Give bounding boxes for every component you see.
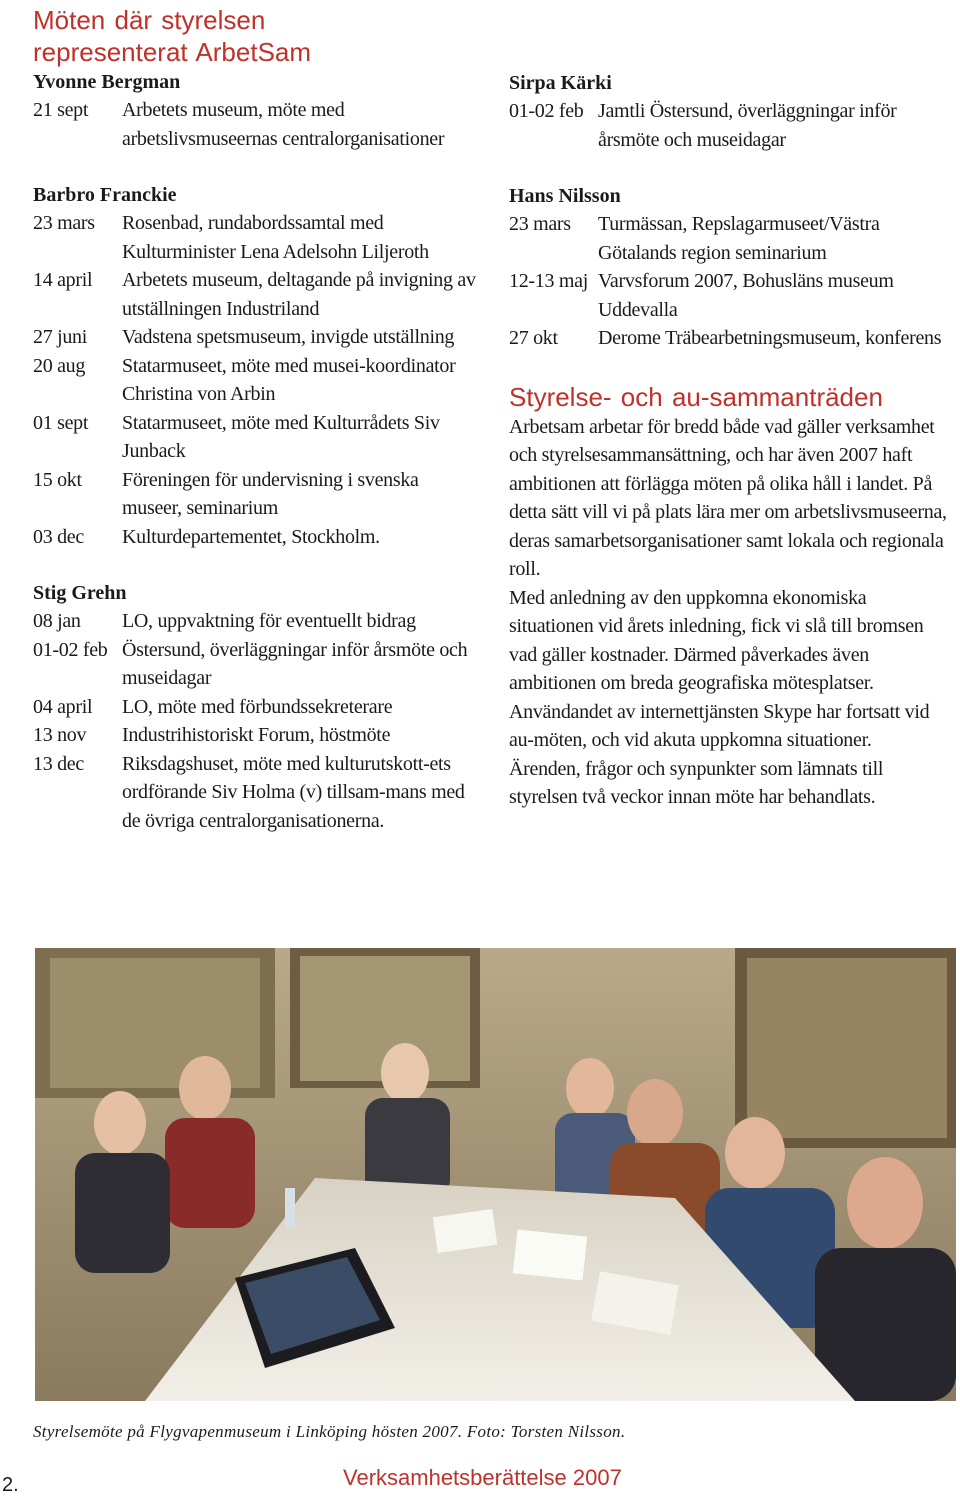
entry-date: 13 nov <box>33 724 87 746</box>
meeting-entry <box>33 636 483 693</box>
entry-text: Kulturdepartementet, Stockholm. <box>122 525 380 548</box>
entry-text: Arbetets museum, möte med arbetslivsmuseernas centralorganisationer <box>122 99 445 150</box>
meeting-entry <box>33 409 483 466</box>
entry-text: Östersund, överläggningar inför årsmöte och museidagar <box>122 638 468 689</box>
entry-list <box>509 210 949 353</box>
entry-date: 23 mars <box>33 212 95 234</box>
entry-text: Turmässan, Repslagarmuseet/Västra Götalands region seminarium <box>598 213 880 264</box>
section-title-meetings <box>33 4 483 68</box>
meeting-entry <box>33 209 483 266</box>
entry-date: 27 juni <box>33 326 88 348</box>
meeting-entry <box>33 466 483 523</box>
meeting-entry <box>33 352 483 409</box>
entry-text: LO, uppvaktning för eventuellt bidrag <box>122 610 416 632</box>
person-name: Yvonne Bergman <box>33 71 181 93</box>
entry-text: Jamtli Östersund, överläggningar inför årsmöte och museidagar <box>598 100 897 151</box>
entry-text: Statarmuseet, möte med Kulturrådets Siv Junback <box>122 411 440 462</box>
meeting-entry <box>33 96 483 153</box>
meeting-entry <box>509 97 949 154</box>
title-line-2: representerat ArbetSam <box>33 37 312 67</box>
person-name: Sirpa Kärki <box>509 72 612 94</box>
entry-text: Derome Träbearbetningsmuseum, konferens <box>598 327 942 349</box>
entry-date: 01-02 feb <box>509 100 584 122</box>
entry-date: 13 dec <box>33 752 84 775</box>
entry-list <box>33 607 483 835</box>
entry-date: 27 okt <box>509 327 558 349</box>
entry-list <box>509 97 949 154</box>
meeting-entry <box>509 267 949 324</box>
entry-date: 01-02 feb <box>33 638 108 661</box>
entry-date: 12-13 maj <box>509 270 588 292</box>
entry-text: Vadstena spetsmuseum, invigde utställning <box>122 326 455 348</box>
entry-date: 23 mars <box>509 213 571 235</box>
meeting-entry <box>33 523 483 552</box>
meeting-entry <box>33 323 483 352</box>
meeting-entry <box>33 750 483 836</box>
entry-text: Varvsforum 2007, Bohusläns museum Uddevalla <box>598 270 894 321</box>
entry-date: 03 dec <box>33 525 84 548</box>
section-title-board-meetings: Styrelse- och au-sammanträden <box>509 381 883 412</box>
paragraph: Arbetsam arbetar för bredd både vad gäller verksamhet och styrelsesammansättning, och har även 2007 haft ambitionen att förlägga möten på olika håll i landet. På detta sätt vill vi på plats lära mer om arbetslivsmuseerna, deras samarbetsorganisationer samt lokala och regionala roll. <box>509 415 947 580</box>
meeting-photo <box>35 948 956 1401</box>
entry-text: Rosenbad, rundabordssamtal med Kulturminister Lena Adelsohn Liljeroth <box>122 212 429 263</box>
entry-text: Statarmuseet, möte med musei-koordinator Christina von Arbin <box>122 354 456 405</box>
entry-text: Föreningen för undervisning i svenska museer, seminarium <box>122 468 419 519</box>
entry-text: Riksdagshuset, möte med kulturutskott-ets ordförande Siv Holma (v) tillsam-mans med de övriga centralorganisationerna. <box>122 752 465 832</box>
entry-text: Arbetets museum, deltagande på invigning av utställningen Industriland <box>122 269 476 320</box>
person-name: Stig Grehn <box>33 582 127 604</box>
meeting-entry <box>33 266 483 323</box>
left-column <box>33 4 483 835</box>
entry-text: LO, möte med förbundssekreterare <box>122 695 393 718</box>
entry-date: 14 april <box>33 269 93 291</box>
page-number: 2. <box>2 1474 19 1496</box>
entry-date: 01 sept <box>33 411 89 434</box>
entry-date: 04 april <box>33 695 93 718</box>
meeting-entry <box>33 693 483 722</box>
person-name: Barbro Franckie <box>33 184 177 206</box>
entry-date: 08 jan <box>33 610 81 632</box>
entry-list <box>33 209 483 551</box>
paragraph: Med anledning av den uppkomna ekonomiska situationen vid årets inledning, fick vi slå till bromsen vad gäller kostnader. Därmed påverkades även ambitionen om breda geografiska mötesplatser. <box>509 586 924 694</box>
paragraph: Ärenden, frågor och synpunkter som lämnats till styrelsen två veckor innan möte har behandlats. <box>509 757 884 808</box>
meeting-entry <box>33 721 483 750</box>
title-line-1: Möten där styrelsen <box>33 5 266 35</box>
entry-date: 20 aug <box>33 354 86 377</box>
entry-list <box>33 96 483 153</box>
entry-date: 15 okt <box>33 468 82 491</box>
meeting-entry <box>509 324 949 353</box>
photo-caption: Styrelsemöte på Flygvapenmuseum i Linköping hösten 2007. Foto: Torsten Nilsson. <box>33 1422 626 1441</box>
meeting-photo-illustration <box>35 948 956 1401</box>
meeting-entry <box>33 607 483 636</box>
entry-text: Industrihistoriskt Forum, höstmöte <box>122 724 391 746</box>
person-name: Hans Nilsson <box>509 185 621 207</box>
right-column <box>509 69 949 812</box>
meeting-entry <box>509 210 949 267</box>
footer-title: Verksamhetsberättelse 2007 <box>343 1465 622 1490</box>
entry-date: 21 sept <box>33 99 89 121</box>
paragraph: Användandet av internettjänsten Skype har fortsatt vid au-möten, och vid akuta uppkomna situationer. <box>509 700 930 751</box>
